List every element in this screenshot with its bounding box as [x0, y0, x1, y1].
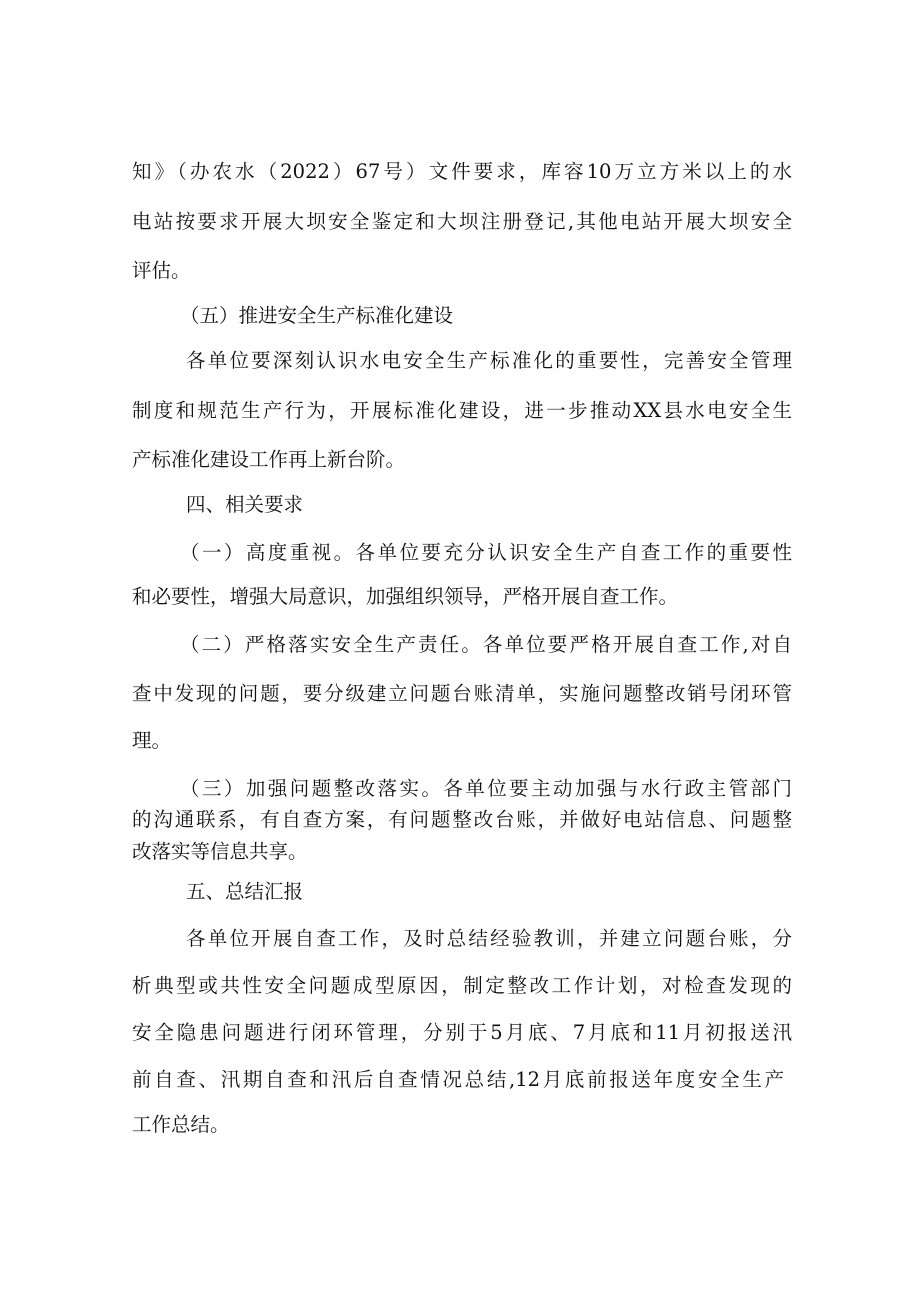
section-heading: （五）推进安全生产标准化建设 — [180, 304, 454, 327]
text-line: （二）严格落实安全生产责任。各单位要严格开展自查工作,对自 — [180, 633, 792, 656]
text-line: 电站按要求开展大坝安全鉴定和大坝注册登记,其他电站开展大坝安全 — [132, 210, 792, 233]
section-heading: 五、总结汇报 — [186, 880, 304, 903]
text-line: 知》（办农水（2022）67号）文件要求，库容10万立方米以上的水 — [132, 160, 792, 183]
text-line: 安全隐患问题进行闭环管理，分别于5月底、7月底和11月初报送汛 — [132, 1021, 792, 1044]
text-line: 各单位开展自查工作，及时总结经验教训，并建立问题台账，分 — [186, 927, 792, 950]
text-line: 查中发现的问题，要分级建立问题台账清单，实施问题整改销号闭环管 — [132, 682, 792, 705]
text-line: 的沟通联系，有自查方案，有问题整改台账，并做好电站信息、问题整 — [132, 808, 792, 831]
text-line: 制度和规范生产行为，开展标准化建设，进一步推动XX县水电安全生 — [132, 399, 792, 422]
text-line: 理。 — [132, 729, 172, 752]
text-line: 产标准化建设工作再上新台阶。 — [132, 448, 406, 471]
section-heading: 四、相关要求 — [186, 493, 304, 516]
text-line: 和必要性，增强大局意识，加强组织领导，严格开展自查工作。 — [132, 585, 679, 608]
text-line: （一）高度重视。各单位要充分认识安全生产自查工作的重要性 — [180, 541, 792, 564]
text-line: 改落实等信息共享。 — [132, 840, 308, 863]
text-line: 各单位要深刻认识水电安全生产标准化的重要性，完善安全管理 — [186, 349, 792, 372]
text-line: 工作总结。 — [132, 1113, 230, 1136]
text-line: 析典型或共性安全问题成型原因，制定整改工作计划，对检查发现的 — [132, 974, 792, 997]
text-line: 评估。 — [132, 259, 191, 282]
text-line: （三）加强问题整改落实。各单位要主动加强与水行政主管部门 — [180, 777, 792, 800]
text-line: 前自查、汛期自查和汛后自查情况总结,12月底前报送年度安全生产 — [132, 1068, 784, 1091]
